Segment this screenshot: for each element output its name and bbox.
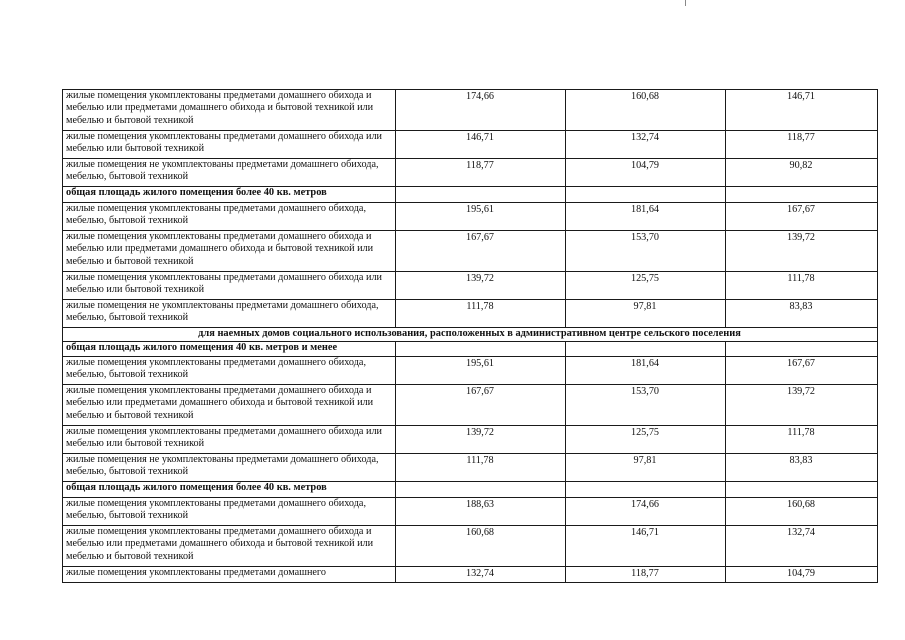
- table-row: [63, 131, 878, 159]
- rate-value-col3: 83,83: [726, 454, 878, 482]
- empty-cell: [396, 187, 566, 203]
- rate-value-col1: 139,72: [396, 426, 566, 454]
- rate-value-col2: 174,66: [566, 498, 726, 526]
- rate-value-col2: 181,64: [566, 357, 726, 385]
- table-row: [63, 526, 878, 567]
- rate-value-col1: 111,78: [396, 454, 566, 482]
- table-row: [63, 567, 878, 583]
- rate-value-col2: 146,71: [566, 526, 726, 567]
- empty-cell: [566, 482, 726, 498]
- rate-value-col3: 111,78: [726, 272, 878, 300]
- rate-value-col3: 139,72: [726, 231, 878, 272]
- rate-value-col1: 195,61: [396, 357, 566, 385]
- scan-mark: [685, 0, 686, 6]
- rate-value-col1: 167,67: [396, 231, 566, 272]
- rate-value-col3: 167,67: [726, 357, 878, 385]
- rate-value-col3: 139,72: [726, 385, 878, 426]
- table-subheader-row: [63, 187, 878, 203]
- rate-value-col1: 174,66: [396, 90, 566, 131]
- table-subheader-row: [63, 482, 878, 498]
- rate-value-col1: 146,71: [396, 131, 566, 159]
- row-description: жилые помещения укомплектованы предметами домашнего обихода и мебелью или предметами домашнего обихода и бытовой техникой или мебелью и бытовой техникой: [63, 90, 396, 131]
- rate-value-col1: 167,67: [396, 385, 566, 426]
- subheader-label: общая площадь жилого помещения более 40 кв. метров: [63, 187, 396, 203]
- rate-value-col1: 111,78: [396, 300, 566, 328]
- row-description: жилые помещения укомплектованы предметами домашнего обихода, мебелью, бытовой техникой: [63, 498, 396, 526]
- rate-value-col2: 118,77: [566, 567, 726, 583]
- rate-value-col3: 132,74: [726, 526, 878, 567]
- rate-value-col1: 139,72: [396, 272, 566, 300]
- row-description: жилые помещения укомплектованы предметами домашнего обихода или мебелью или бытовой техникой: [63, 131, 396, 159]
- table-row: [63, 203, 878, 231]
- row-description: жилые помещения укомплектованы предметами домашнего обихода, мебелью, бытовой техникой: [63, 357, 396, 385]
- row-description: жилые помещения укомплектованы предметами домашнего обихода и мебелью или предметами домашнего обихода и бытовой техникой или мебелью и бытовой техникой: [63, 385, 396, 426]
- row-description: жилые помещения не укомплектованы предметами домашнего обихода, мебелью, бытовой техникой: [63, 300, 396, 328]
- empty-cell: [726, 482, 878, 498]
- table-row: [63, 90, 878, 131]
- rate-value-col2: 160,68: [566, 90, 726, 131]
- table-row: [63, 272, 878, 300]
- rate-value-col3: 104,79: [726, 567, 878, 583]
- subheader-label: общая площадь жилого помещения более 40 кв. метров: [63, 482, 396, 498]
- rate-value-col2: 153,70: [566, 385, 726, 426]
- rate-value-col2: 104,79: [566, 159, 726, 187]
- rate-value-col1: 118,77: [396, 159, 566, 187]
- rate-value-col1: 132,74: [396, 567, 566, 583]
- table-row: [63, 498, 878, 526]
- table-row: [63, 454, 878, 482]
- empty-cell: [396, 342, 566, 357]
- row-description: жилые помещения укомплектованы предметами домашнего обихода, мебелью, бытовой техникой: [63, 203, 396, 231]
- table-section-row: [63, 328, 878, 342]
- row-description: жилые помещения укомплектованы предметами домашнего обихода или мебелью или бытовой техникой: [63, 426, 396, 454]
- section-heading: для наемных домов социального использования, расположенных в административном центре сельского поселения: [63, 328, 878, 342]
- empty-cell: [726, 187, 878, 203]
- table-row: [63, 426, 878, 454]
- table-row: [63, 159, 878, 187]
- rate-value-col1: 195,61: [396, 203, 566, 231]
- empty-cell: [396, 482, 566, 498]
- row-description: жилые помещения не укомплектованы предметами домашнего обихода, мебелью, бытовой техникой: [63, 159, 396, 187]
- table-subheader-row: [63, 342, 878, 357]
- row-description: жилые помещения укомплектованы предметами домашнего обихода и мебелью или предметами домашнего обихода и бытовой техникой или мебелью и бытовой техникой: [63, 231, 396, 272]
- row-description: жилые помещения укомплектованы предметами домашнего: [63, 567, 396, 583]
- rate-value-col1: 160,68: [396, 526, 566, 567]
- rate-value-col2: 97,81: [566, 454, 726, 482]
- rate-value-col2: 132,74: [566, 131, 726, 159]
- rate-value-col1: 188,63: [396, 498, 566, 526]
- table-row: [63, 385, 878, 426]
- rate-value-col3: 90,82: [726, 159, 878, 187]
- row-description: жилые помещения не укомплектованы предметами домашнего обихода, мебелью, бытовой техникой: [63, 454, 396, 482]
- empty-cell: [726, 342, 878, 357]
- rate-value-col3: 83,83: [726, 300, 878, 328]
- rate-value-col2: 153,70: [566, 231, 726, 272]
- rate-value-col2: 125,75: [566, 272, 726, 300]
- row-description: жилые помещения укомплектованы предметами домашнего обихода и мебелью или предметами домашнего обихода и бытовой техникой или мебелью и бытовой техникой: [63, 526, 396, 567]
- empty-cell: [566, 187, 726, 203]
- table-row: [63, 357, 878, 385]
- rate-value-col3: 146,71: [726, 90, 878, 131]
- rate-value-col3: 160,68: [726, 498, 878, 526]
- subheader-label: общая площадь жилого помещения 40 кв. метров и менее: [63, 342, 396, 357]
- rate-value-col3: 167,67: [726, 203, 878, 231]
- row-description: жилые помещения укомплектованы предметами домашнего обихода или мебелью или бытовой техникой: [63, 272, 396, 300]
- rate-value-col3: 111,78: [726, 426, 878, 454]
- table-row: [63, 231, 878, 272]
- rate-value-col2: 125,75: [566, 426, 726, 454]
- rate-value-col3: 118,77: [726, 131, 878, 159]
- rates-table: [62, 89, 878, 583]
- rate-value-col2: 181,64: [566, 203, 726, 231]
- rate-value-col2: 97,81: [566, 300, 726, 328]
- table-row: [63, 300, 878, 328]
- empty-cell: [566, 342, 726, 357]
